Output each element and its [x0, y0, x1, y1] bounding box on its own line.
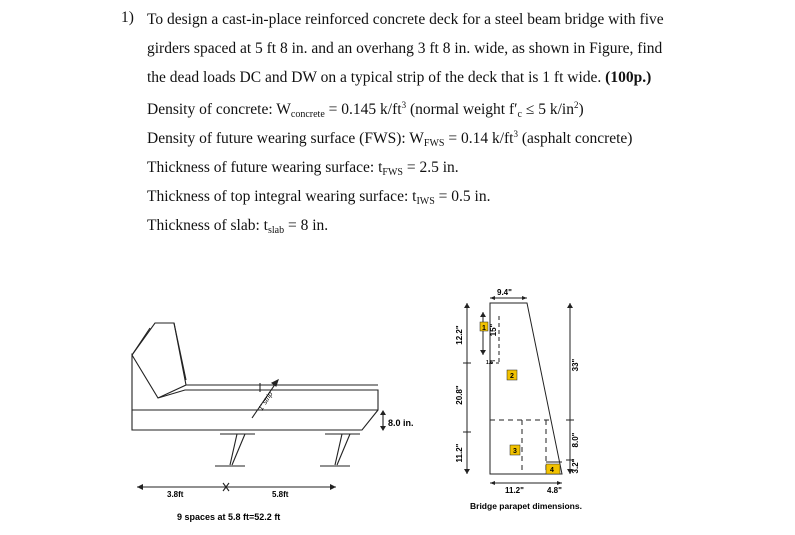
- slab-thickness-label: 8.0 in.: [388, 418, 414, 428]
- tfws-label: Thickness of future wearing surface: t: [147, 159, 383, 176]
- dim-18-label: 1.8": [486, 360, 496, 366]
- concrete-note-a: (normal weight f′: [406, 101, 518, 118]
- statement-line-2: girders spaced at 5 ft 8 in. and an overhang 3 ft 8 in. wide, as shown in Figure, find: [147, 40, 663, 57]
- slab-sub: slab: [267, 225, 285, 236]
- dim-middle-label: 20.8": [455, 385, 464, 405]
- slab-label: Thickness of slab: t: [147, 217, 268, 234]
- problem-number: 1): [121, 9, 134, 26]
- fws-exp: 3: [513, 129, 518, 139]
- fws-note: (asphalt concrete): [518, 130, 633, 147]
- fws-eq: = 0.14 k/ft: [444, 130, 514, 147]
- concrete-sub: concrete: [290, 109, 325, 120]
- tfws-sub: FWS: [382, 167, 403, 178]
- points-label: (100p.): [605, 69, 652, 86]
- region-4-label: 4: [550, 467, 554, 474]
- dim-32-label: 3.2": [571, 458, 580, 474]
- top-width-label: 9.4": [497, 288, 512, 297]
- tiws-eq: = 0.5 in.: [434, 188, 491, 205]
- parapet-section-figure: [463, 296, 574, 485]
- region-2-label: 2: [510, 373, 514, 380]
- parapet-profile: [490, 303, 562, 474]
- concrete-note-b: ≤ 5 k/in: [521, 101, 574, 118]
- fws-sub: FWS: [423, 138, 445, 149]
- strip-label: 1' strip: [257, 391, 275, 413]
- concrete-note-sub: c: [517, 109, 522, 120]
- region-3-label: 3: [513, 448, 517, 455]
- concrete-label: Density of concrete: W: [147, 101, 291, 118]
- tfws-eq: = 2.5 in.: [402, 159, 459, 176]
- bottom-right-label: 4.8": [547, 486, 562, 495]
- dim-15-label: 15": [489, 323, 498, 337]
- statement-line-3-text: the dead loads DC and DW on a typical strip of the deck that is 1 ft wide.: [147, 69, 602, 86]
- girder-2: [320, 434, 360, 466]
- concrete-note-end: ): [578, 101, 584, 118]
- concrete-eq: = 0.145 k/ft: [324, 101, 402, 118]
- region-1-label: 1: [482, 325, 486, 332]
- bridge-caption: 9 spaces at 5.8 ft=52.2 ft: [177, 512, 281, 522]
- dim-8-label: 8.0": [571, 432, 580, 448]
- bottom-left-label: 11.2": [505, 486, 524, 495]
- girder-1: [215, 434, 255, 466]
- dim-upper-label: 12.2": [455, 325, 464, 345]
- dim-lower-label: 11.2": [455, 443, 464, 463]
- tiws-sub: IWS: [416, 196, 435, 207]
- fws-label: Density of future wearing surface (FWS): W: [147, 130, 424, 147]
- spacing-dim-label: 5.8ft: [272, 490, 289, 499]
- total-height-label: 33": [571, 358, 580, 372]
- overhang-dim-label: 3.8ft: [167, 490, 184, 499]
- concrete-exp: 3: [401, 100, 407, 110]
- concrete-note-exp: 2: [573, 100, 579, 110]
- parapet-caption: Bridge parapet dimensions.: [470, 501, 582, 511]
- slab-eq: = 8 in.: [284, 217, 329, 234]
- statement-line-1: To design a cast-in-place reinforced concrete deck for a steel beam bridge with five: [147, 11, 664, 28]
- tiws-label: Thickness of top integral wearing surface: t: [147, 188, 417, 205]
